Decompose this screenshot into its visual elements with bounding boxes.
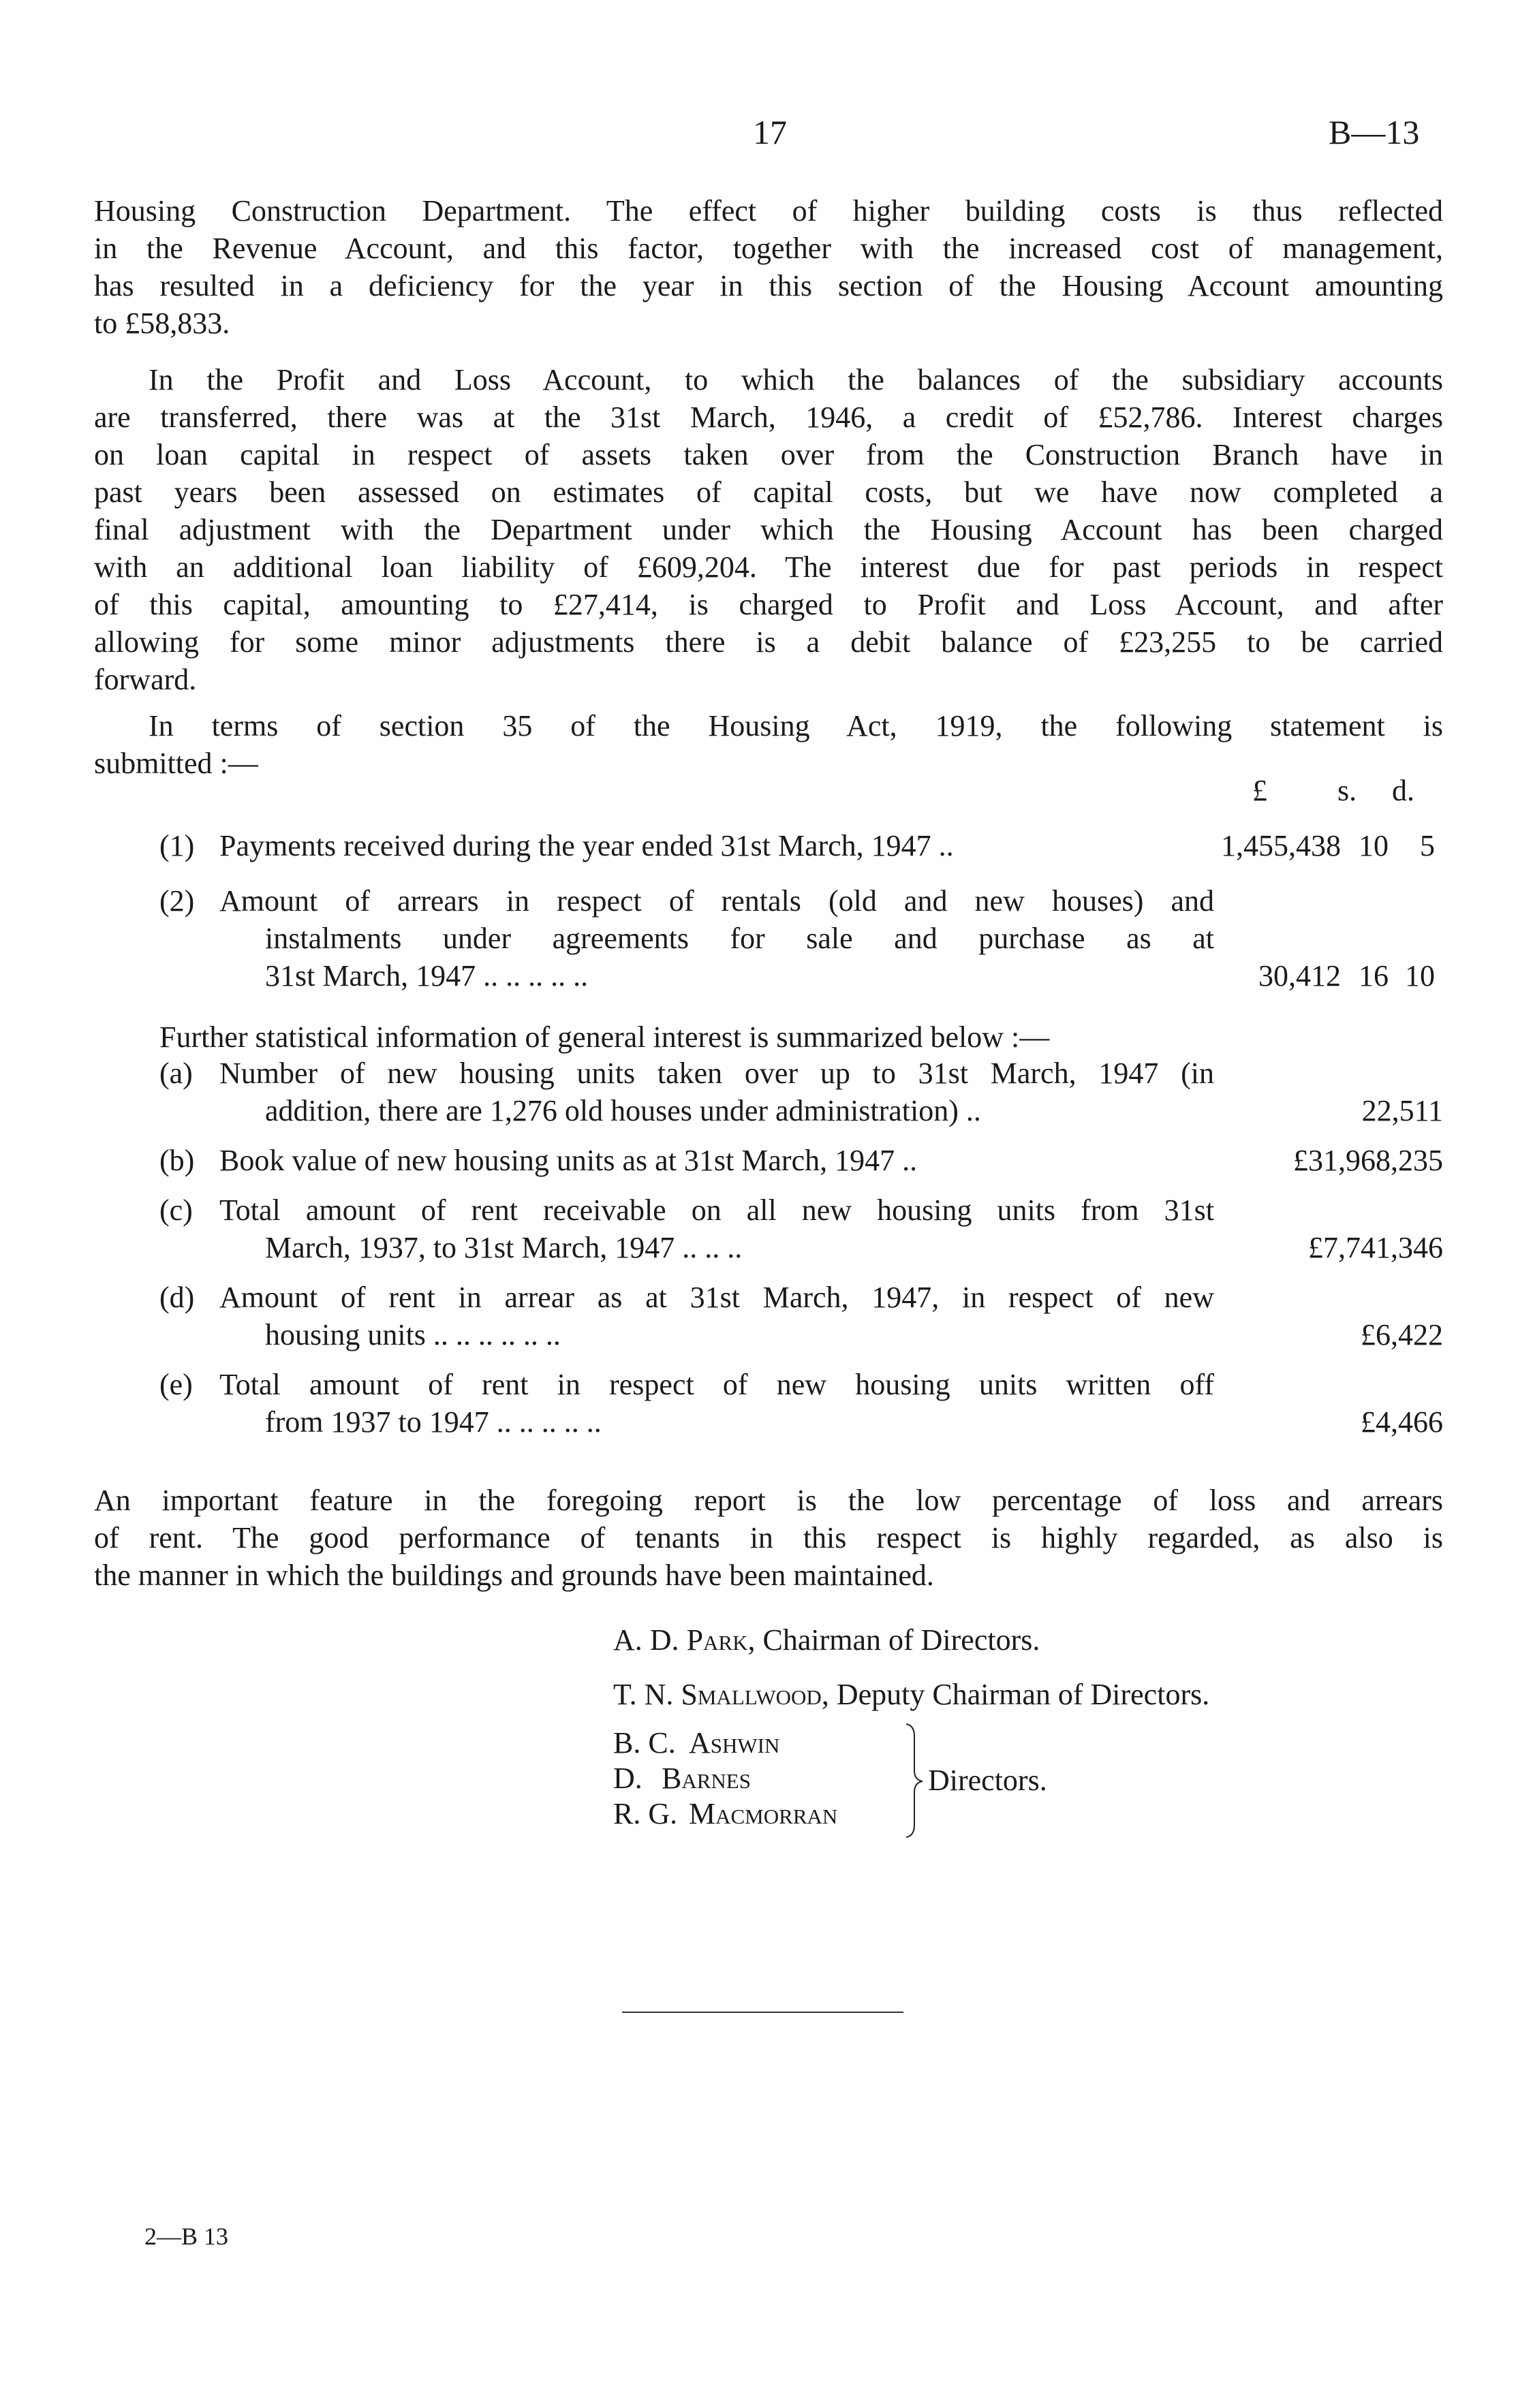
stat-line [159, 1316, 1443, 1354]
item-value: 22,511 [1361, 1094, 1443, 1127]
statement-items [159, 827, 1443, 1012]
surname: Ashwin [689, 1726, 780, 1760]
amount-pounds: 1,455,438 [1221, 829, 1341, 862]
further-heading: Further statistical information of general interest is summarized below :— [159, 1020, 1050, 1054]
item-letter: (a) [159, 1057, 193, 1090]
paragraph-section-35 [94, 707, 1443, 782]
signature-mark: 2—B 13 [144, 2223, 229, 2250]
initials: D. [613, 1762, 642, 1795]
stat-line [159, 1279, 1443, 1316]
initials: R. G. [613, 1797, 678, 1830]
signatory-chairman [613, 1621, 1431, 1659]
item-value: £7,741,346 [1308, 1231, 1443, 1264]
stat-line [159, 1054, 1443, 1092]
page-number: 17 [753, 113, 787, 151]
text-line: in the Revenue Account, and this factor, together with the increased cost of management, [94, 232, 1443, 265]
text-line: final adjustment with the Department under which the Housing Account has been charged [94, 513, 1443, 546]
text-line: forward. [94, 663, 197, 696]
item-text: Number of new housing units taken over up to 31st March, 1947 (in [219, 1057, 1214, 1090]
item-number: (2) [159, 884, 195, 918]
text-line: the manner in which the buildings and grounds have been maintained. [94, 1559, 934, 1592]
initials: T. N. [613, 1678, 674, 1711]
stat-line [159, 1229, 1443, 1266]
stat-line [159, 1092, 1443, 1129]
item-value: £6,422 [1361, 1318, 1443, 1351]
text-line: Housing Construction Department. The effect of higher building costs is thus reflected [94, 194, 1443, 228]
item-text: Payments received during the year ended 31st March, 1947 .. [219, 829, 954, 862]
signatories [613, 1621, 1431, 1838]
statement-line [159, 957, 1443, 995]
item-letter: (d) [159, 1281, 195, 1314]
paragraph-conclusion [94, 1482, 1443, 1594]
text-line: has resulted in a deficiency for the year in this section of the Housing Account amounting [94, 269, 1443, 302]
item-text: housing units .. .. .. .. .. .. [265, 1318, 561, 1351]
stat-line [159, 1366, 1443, 1403]
item-text: Total amount of rent in respect of new housing units written off [219, 1368, 1214, 1401]
initials: B. C. [613, 1726, 676, 1760]
stat-item [159, 1191, 1443, 1266]
title: , Deputy Chairman of Directors. [821, 1678, 1210, 1711]
stat-line [159, 1142, 1443, 1179]
text-line: to £58,833. [94, 307, 230, 340]
title: , Chairman of Directors. [747, 1623, 1040, 1657]
surname: Barnes [662, 1762, 751, 1795]
item-letter: (e) [159, 1368, 193, 1401]
amount-shillings: 16 [1359, 959, 1389, 992]
stat-item [159, 1279, 1443, 1354]
signatory-deputy [613, 1676, 1431, 1713]
surname: Macmorran [689, 1797, 838, 1830]
item-text: 31st March, 1947 .. .. .. .. .. [265, 959, 589, 992]
item-text: Amount of arrears in respect of rentals (old and new houses) and [219, 884, 1214, 918]
directors-label: Directors. [928, 1764, 1047, 1797]
text-line: allowing for some minor adjustments there is a debit balance of £23,255 to be carried [94, 625, 1443, 659]
surname: Park [686, 1623, 748, 1657]
text-line: are transferred, there was at the 31st March, 1946, a credit of £52,786. Interest charges [94, 401, 1443, 434]
col-shillings: s. [1337, 774, 1357, 807]
amount-pence: 5 [1420, 829, 1435, 862]
statement-item [159, 827, 1443, 864]
text-line: of rent. The good performance of tenants in this respect is highly regarded, as also is [94, 1521, 1443, 1554]
stat-line [159, 1403, 1443, 1441]
item-value: £4,466 [1361, 1405, 1443, 1439]
surname: Smallwood [681, 1678, 822, 1711]
item-letter: (c) [159, 1193, 193, 1227]
directors-list [613, 1725, 837, 1832]
col-pounds: £ [1252, 774, 1267, 807]
paragraph-deficiency [94, 192, 1443, 342]
statistics-list [159, 1054, 1443, 1453]
brace-icon [905, 1723, 925, 1839]
amount-shillings: 10 [1359, 829, 1389, 862]
item-text: from 1937 to 1947 .. .. .. .. .. [265, 1405, 602, 1439]
stat-item [159, 1054, 1443, 1129]
item-text: Amount of rent in arrear as at 31st March, 1947, in respect of new [219, 1281, 1214, 1314]
item-letter: (b) [159, 1144, 195, 1177]
text-line: of this capital, amounting to £27,414, is charged to Profit and Loss Account, and after [94, 588, 1443, 621]
director [613, 1796, 837, 1832]
text-line: on loan capital in respect of assets taken over from the Construction Branch have in [94, 438, 1443, 471]
statement-column-headers [94, 772, 1443, 809]
stat-line [159, 1191, 1443, 1229]
statement-line [159, 827, 1443, 864]
initials: A. D. [613, 1623, 679, 1657]
amount-pounds: 30,412 [1258, 959, 1341, 992]
director [613, 1725, 837, 1761]
item-value: £31,968,235 [1293, 1144, 1443, 1177]
amount-pence: 10 [1405, 959, 1435, 992]
text-line: past years been assessed on estimates of capital costs, but we have now completed a [94, 475, 1443, 509]
text-line: In the Profit and Loss Account, to which the balances of the subsidiary accounts [149, 363, 1443, 396]
stat-item [159, 1142, 1443, 1179]
item-text: Book value of new housing units as at 31st March, 1947 .. [219, 1144, 918, 1177]
document-ref: B—13 [1329, 113, 1420, 151]
col-pence: d. [1392, 774, 1414, 807]
item-number: (1) [159, 829, 195, 862]
divider-rule [622, 2012, 903, 2013]
stat-item [159, 1366, 1443, 1441]
item-text: addition, there are 1,276 old houses under administration) .. [265, 1094, 981, 1127]
text-line: submitted :— [94, 747, 258, 780]
item-text: instalments under agreements for sale and purchase as at [265, 922, 1214, 955]
text-line: In terms of section 35 of the Housing Act, 1919, the following statement is [149, 709, 1443, 742]
item-text: Total amount of rent receivable on all new housing units from 31st [219, 1193, 1214, 1227]
statement-item [159, 882, 1443, 995]
text-line: An important feature in the foregoing report is the low percentage of loss and arrears [94, 1484, 1443, 1517]
statement-line [159, 882, 1443, 920]
item-text: March, 1937, to 31st March, 1947 .. .. .. [265, 1231, 743, 1264]
text-line: with an additional loan liability of £609,204. The interest due for past periods in respect [94, 550, 1443, 584]
director [613, 1761, 837, 1796]
statement-line [159, 920, 1443, 957]
paragraph-profit-loss [94, 361, 1443, 698]
